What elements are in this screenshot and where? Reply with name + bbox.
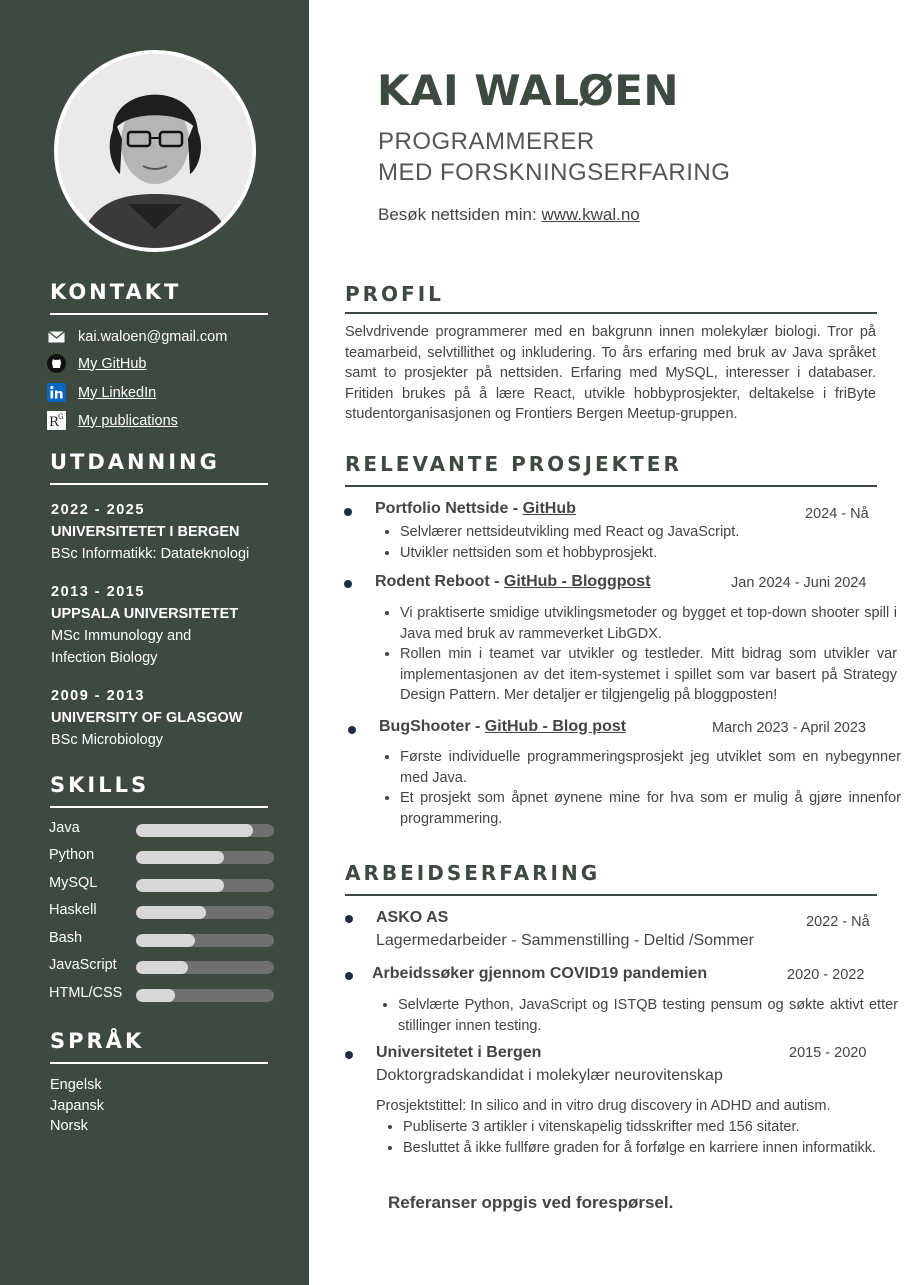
skill-row (49, 847, 279, 867)
skill-bar (136, 989, 274, 1002)
skill-bar-fill (136, 989, 175, 1002)
skill-name: Python (49, 847, 95, 863)
profile-heading: PROFIL (345, 282, 444, 306)
language-item: Japansk (50, 1097, 105, 1114)
github-icon (47, 354, 66, 373)
skill-name: Haskell (49, 902, 97, 918)
skill-name: MySQL (49, 875, 98, 891)
project-github-link[interactable]: GitHub (503, 573, 558, 590)
list-item: • Selvlærte Python, JavaScript og ISTQB testing pensum og søkte aktivt etter stillinger innen testing. (398, 995, 898, 1036)
job-bullets (378, 995, 898, 1036)
skills-heading: SKILLS (50, 773, 150, 797)
education-years: 2013 - 2015 (51, 584, 145, 600)
language-item: Norsk (50, 1118, 88, 1134)
skill-name: JavaScript (49, 957, 117, 973)
education-institution: UPPSALA UNIVERSITETET (51, 606, 239, 622)
project-date: March 2023 - April 2023 (712, 720, 866, 736)
skill-bar (136, 879, 274, 892)
work-divider (345, 894, 877, 896)
education-institution: UNIVERSITY OF GLASGOW (51, 710, 243, 726)
skill-bar-fill (136, 851, 224, 864)
list-item: • Publiserte 3 artikler i vitenskapelig tidsskrifter med 156 sitater. (403, 1117, 898, 1138)
skill-bar-fill (136, 934, 195, 947)
contact-heading: KONTAKT (50, 280, 182, 304)
separator: - (557, 573, 572, 590)
person-title (378, 126, 730, 188)
project-date: Jan 2024 - Juni 2024 (731, 575, 867, 591)
job-date: 2015 - 2020 (789, 1045, 867, 1061)
skill-name: Bash (49, 930, 83, 946)
bullet-dot (345, 915, 353, 923)
separator: - (538, 718, 553, 735)
project-date: 2024 - Nå (805, 506, 869, 522)
education-divider (50, 483, 268, 485)
skill-name: Java (49, 820, 80, 836)
project-title (379, 718, 626, 736)
education-entry (51, 581, 238, 669)
skill-row (49, 957, 279, 977)
skill-row (49, 930, 279, 950)
projects-heading: RELEVANTE PROSJEKTER (345, 452, 682, 476)
list-item: • Utvikler nettsiden som et hobbyprosjekt. (400, 543, 880, 564)
job-role: Lagermedarbeider - Sammenstilling - Deltid /Sommer (376, 932, 754, 949)
person-name: KAI WALØEN (377, 66, 680, 115)
skill-bar (136, 906, 274, 919)
project-github-link[interactable]: GitHub (522, 500, 576, 517)
education-institution: UNIVERSITETET I BERGEN (51, 524, 240, 540)
job-title: Universitetet i Bergen (376, 1044, 542, 1061)
contact-github[interactable] (47, 354, 147, 373)
projects-divider (345, 485, 877, 487)
skill-bar-fill (136, 906, 206, 919)
education-years: 2022 - 2025 (51, 502, 145, 518)
bullet-dot (348, 726, 356, 734)
contact-publications[interactable] (47, 411, 178, 430)
education-degree-cont: Infection Biology (51, 650, 158, 666)
languages-list (50, 1075, 104, 1137)
skill-bar (136, 961, 274, 974)
list-item: • Vi praktiserte smidige utviklingsmetoder og bygget et top-down shooter spill i Java med bruk av rammeverket LibGDX. (400, 603, 897, 644)
skill-row (49, 820, 279, 840)
project-title (375, 573, 651, 591)
skill-bar-fill (136, 879, 224, 892)
skill-bar-fill (136, 961, 188, 974)
researchgate-icon (47, 411, 66, 430)
project-name: Rodent Reboot (375, 573, 490, 590)
website-line (378, 205, 640, 225)
skill-name: HTML/CSS (49, 985, 123, 1001)
title-line: MED FORSKNINGSERFARING (378, 159, 731, 186)
project-name: BugShooter (379, 718, 471, 735)
skill-bar (136, 851, 274, 864)
job-role: Doktorgradskandidat i molekylær neurovitenskap (376, 1067, 723, 1084)
svg-text:G: G (58, 413, 64, 421)
skill-row (49, 875, 279, 895)
education-degree: BSc Informatikk: Datateknologi (51, 546, 250, 562)
skill-bar (136, 824, 274, 837)
job-date: 2022 - Nå (806, 914, 870, 930)
github-link[interactable]: My GitHub (78, 355, 147, 372)
job-title: Arbeidssøker gjennom COVID19 pandemien (372, 965, 708, 982)
contact-divider (50, 313, 268, 315)
project-bullets (380, 522, 880, 563)
job-title: ASKO AS (376, 909, 449, 926)
project-bullets (380, 603, 897, 706)
job-bullets (383, 1117, 898, 1158)
list-item: • Et prosjekt som åpnet øynene mine for hva som er mulig å gjøre innenfor programmering. (400, 788, 901, 829)
project-blog-link[interactable]: Bloggpost (571, 573, 651, 590)
bullet-dot (344, 580, 352, 588)
contact-linkedin[interactable] (47, 383, 156, 402)
svg-text:R: R (49, 415, 59, 430)
sidebar (0, 0, 309, 1285)
education-years: 2009 - 2013 (51, 688, 145, 704)
skills-divider (50, 806, 268, 808)
publications-link[interactable]: My publications (78, 412, 178, 429)
education-degree: BSc Microbiology (51, 732, 164, 748)
separator: - (489, 573, 504, 590)
mail-icon (47, 327, 66, 346)
education-degree: MSc Immunology and (51, 628, 192, 644)
website-link[interactable]: www.kwal.no (541, 205, 640, 224)
project-github-link[interactable]: GitHub (484, 718, 539, 735)
project-title-text: Prosjektstittel: In silico and in vitro drug discovery in ADHD and autism. (376, 1098, 831, 1114)
bullet-dot (345, 972, 353, 980)
project-bullets (380, 747, 901, 829)
project-title (375, 500, 576, 518)
job-date: 2020 - 2022 (787, 967, 865, 983)
work-heading: ARBEIDSERFARING (345, 861, 601, 885)
skill-bar-fill (136, 824, 253, 837)
linkedin-icon (47, 383, 66, 402)
profile-divider (345, 312, 877, 314)
list-item: • Rollen min i teamet var utvikler og testleder. Mitt bidrag som utvikler var implementasjonen av det item-systemet i spillet som var basert på Strategy Design Pattern. Mer detaljer er tilgjengelig på bloggposten! (400, 644, 897, 706)
separator: - (508, 500, 523, 517)
skill-row (49, 985, 279, 1005)
contact-email-label: kai.waloen@gmail.com (78, 328, 228, 345)
portrait-image (58, 54, 252, 248)
bullet-dot (344, 508, 352, 516)
list-item: • Besluttet å ikke fullføre graden for å forfølge en karriere innen informatikk. (403, 1138, 898, 1159)
bullet-dot (345, 1051, 353, 1059)
skill-bar (136, 934, 274, 947)
title-line: PROGRAMMERER (378, 128, 595, 155)
separator: - (470, 718, 485, 735)
list-item: • Første individuelle programmeringsprosjekt jeg utviklet som en nybegynner med Java. (400, 747, 901, 788)
language-item: Engelsk (50, 1077, 102, 1093)
project-blog-link[interactable]: Blog post (552, 718, 627, 735)
contact-email[interactable] (47, 327, 227, 346)
education-entry (51, 499, 249, 565)
references-note: Referanser oppgis ved forespørsel. (388, 1193, 674, 1212)
project-name: Portfolio Nettside (375, 500, 509, 517)
list-item: • Selvlærer nettsideutvikling med React og JavaScript. (400, 522, 880, 543)
education-entry (51, 685, 242, 751)
languages-heading: SPRÅK (50, 1029, 145, 1053)
linkedin-link[interactable]: My LinkedIn (78, 384, 157, 401)
website-label: Besøk nettsiden min: (378, 205, 537, 224)
profile-photo (54, 50, 256, 252)
skill-row (49, 902, 279, 922)
profile-text: Selvdrivende programmerer med en bakgrunn innen molekylær biologi. Tror på teamarbeid, selvtillithet og inkludering. To års erfaring med bruk av Java språket samt to prosjekter på nettsiden. Erfaring med MySQL, interesser i databaser. Fritiden brukes på å lære React, utvikle hobbyprosjekter, deltakelse i friByte studentorganisasjonen og Frontiers Bergen Meetup-gruppen. (345, 324, 876, 423)
languages-divider (50, 1062, 268, 1064)
education-heading: UTDANNING (50, 450, 220, 474)
